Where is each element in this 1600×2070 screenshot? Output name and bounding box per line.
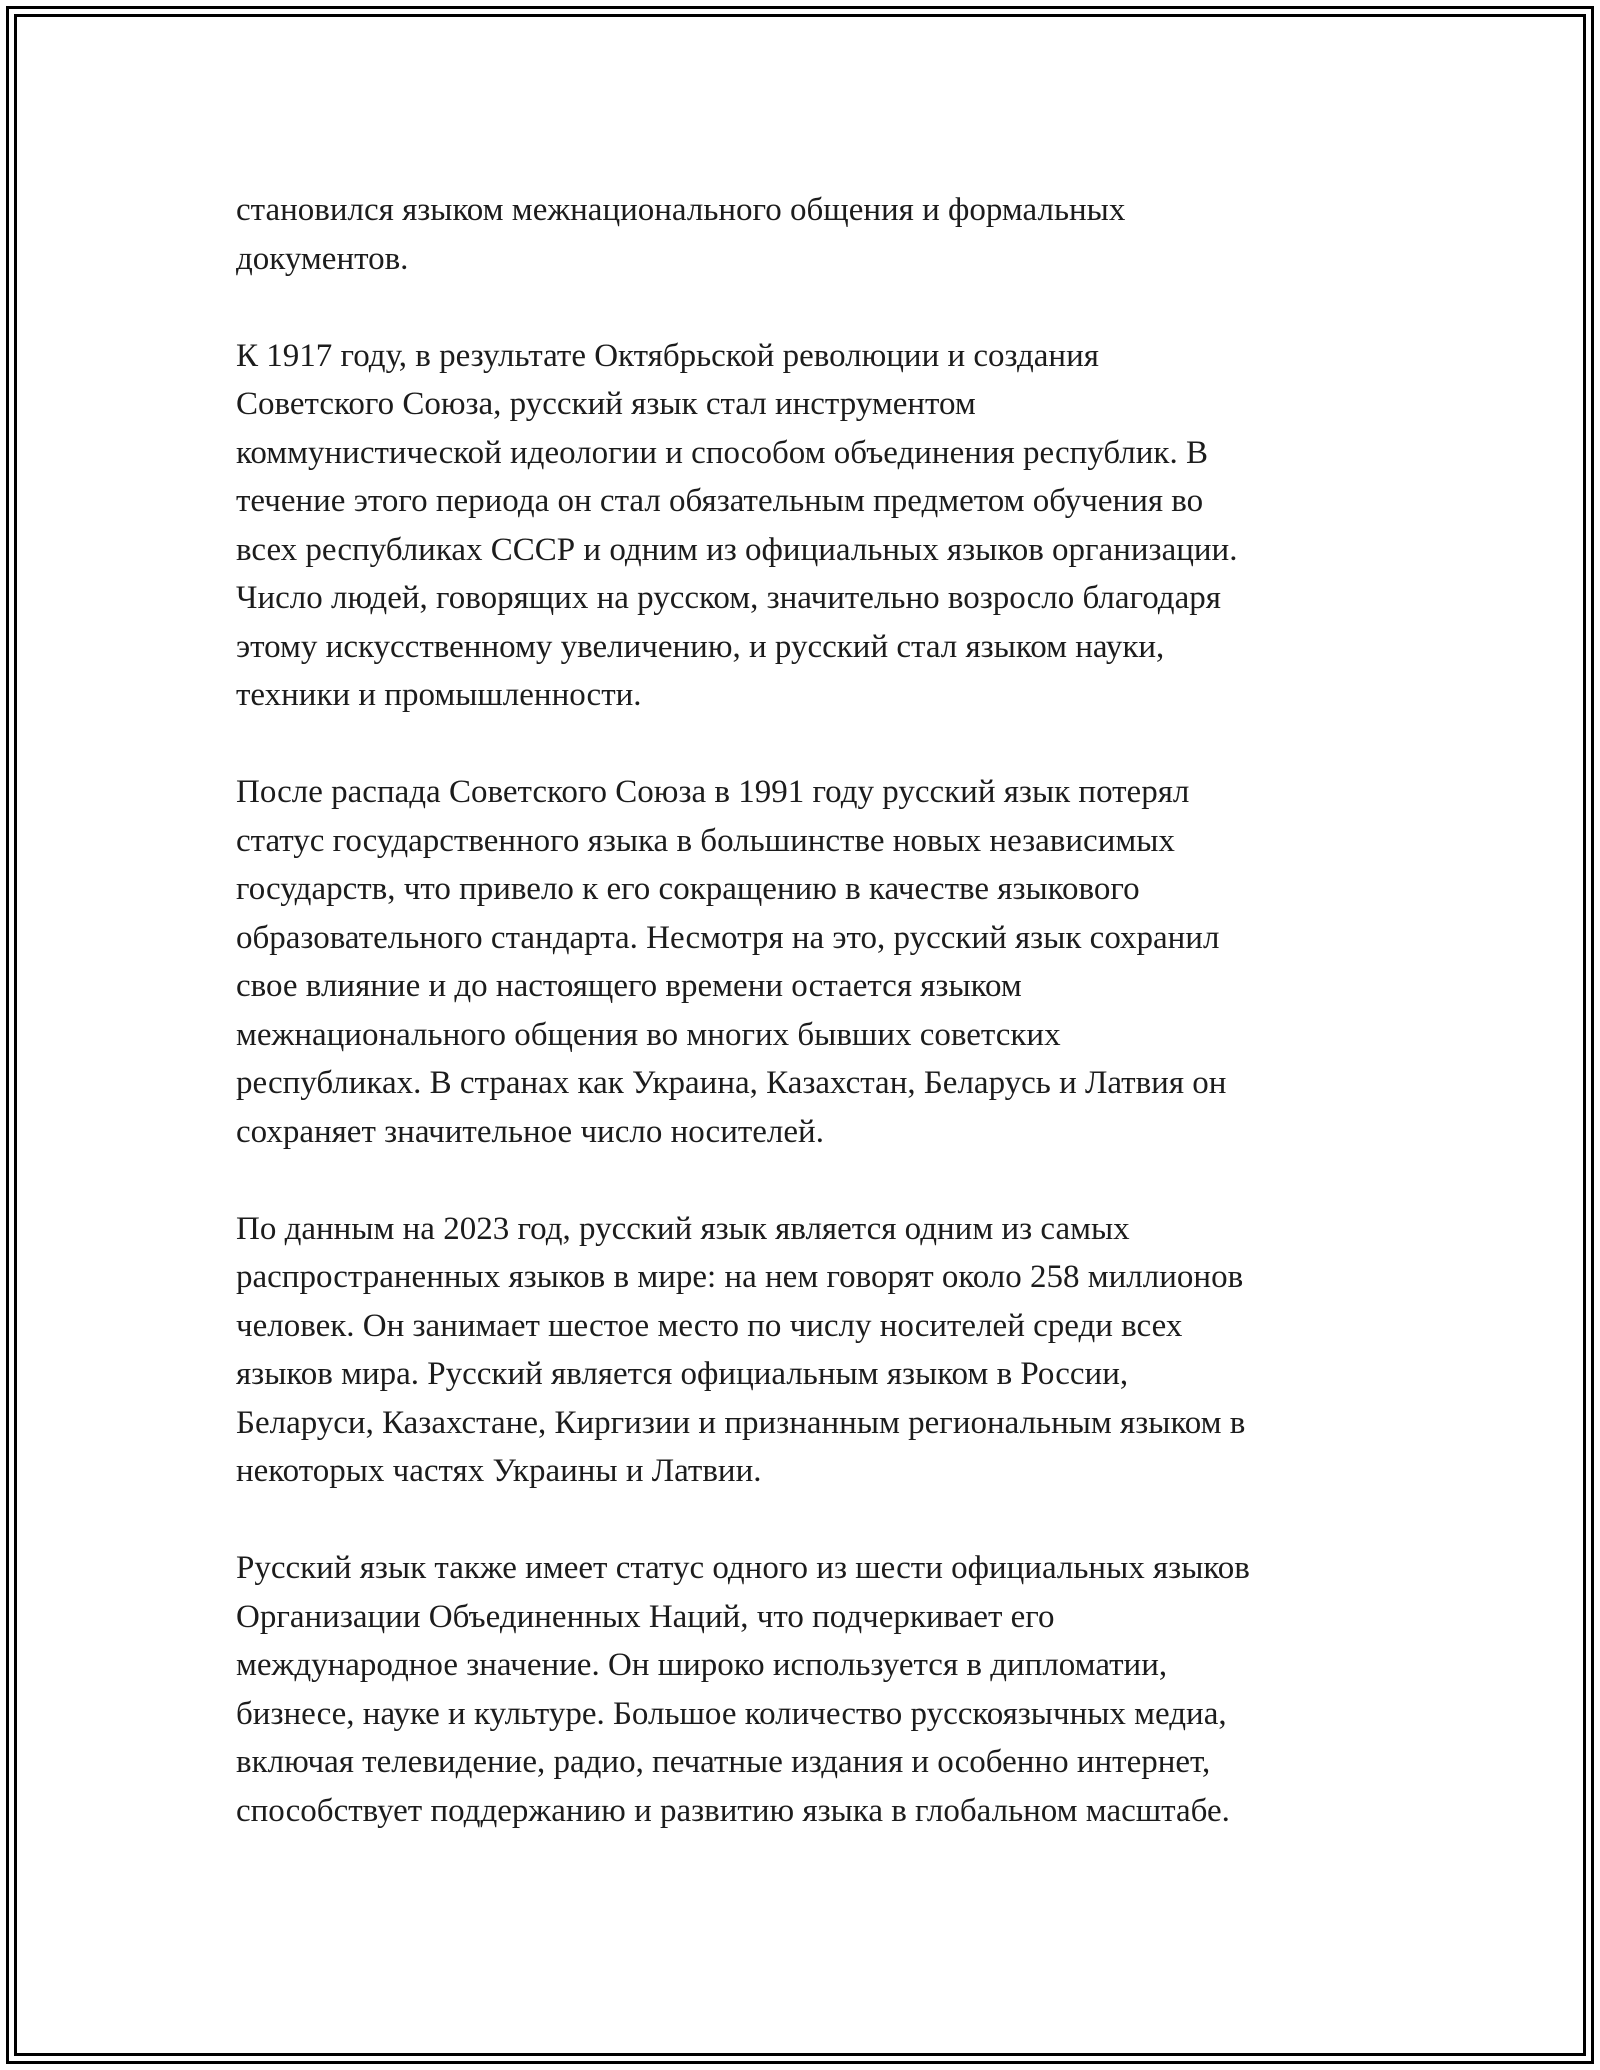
text-line: способствует поддержанию и развитию языка в глобальном масштабе.	[236, 1792, 1230, 1829]
text-line: Организации Объединенных Наций, что подчеркивает его	[236, 1598, 1055, 1635]
text-line: человек. Он занимает шестое место по числу носителей среди всех	[236, 1307, 1183, 1344]
text-line: Советского Союза, русский язык стал инструментом	[236, 386, 976, 422]
text-line: государств, что привело к его сокращению в качестве языкового	[236, 871, 1140, 907]
paragraph-2	[236, 332, 1386, 720]
text-line: документов.	[236, 240, 409, 277]
text-line: межнационального общения во многих бывших советских	[236, 1016, 1061, 1053]
paragraph-4	[236, 1205, 1386, 1496]
text-line: К 1917 году, в результате Октябрьской революции и создания	[236, 337, 1099, 374]
text-line: республиках. В странах как Украина, Казахстан, Беларусь и Латвия он	[236, 1065, 1227, 1101]
text-line: распространенных языков в мире: на нем говорят около 258 миллионов	[236, 1259, 1244, 1295]
text-line: бизнесе, науке и культуре. Большое количество русскоязычных медиа,	[236, 1695, 1227, 1732]
text-line: всех республиках СССР и одним из официальных языков организации.	[236, 531, 1238, 568]
text-line: техники и промышленности.	[236, 677, 642, 713]
paragraph-5	[236, 1544, 1386, 1835]
text-line: этому искусственному увеличению, и русский стал языком науки,	[236, 628, 1165, 665]
text-line: становился языком межнационального общения и формальных	[236, 192, 1126, 228]
text-line: Беларуси, Казахстане, Киргизии и признанным региональным языком в	[236, 1404, 1246, 1441]
text-line: языков мира. Русский является официальным языком в России,	[236, 1356, 1129, 1392]
text-line: После распада Советского Союза в 1991 году русский язык потерял	[236, 774, 1190, 810]
text-line: коммунистической идеологии и способом объединения республик. В	[236, 434, 1208, 471]
text-line: статус государственного языка в большинстве новых независимых	[236, 822, 1175, 859]
text-line: сохраняет значительное число носителей.	[236, 1113, 824, 1150]
text-line: некоторых частях Украины и Латвии.	[236, 1453, 762, 1489]
text-line: Число людей, говорящих на русском, значительно возросло благодаря	[236, 580, 1221, 616]
text-line: По данным на 2023 год, русский язык является одним из самых	[236, 1210, 1130, 1247]
paragraph-3	[236, 768, 1386, 1156]
text-line: течение этого периода он стал обязательным предметом обучения во	[236, 483, 1204, 519]
document-body	[236, 186, 1386, 1835]
paragraph-1	[236, 186, 1386, 283]
text-line: свое влияние и до настоящего времени остается языком	[236, 968, 1022, 1004]
text-line: международное значение. Он широко используется в дипломатии,	[236, 1647, 1168, 1683]
text-line: включая телевидение, радио, печатные издания и особенно интернет,	[236, 1744, 1211, 1780]
text-line: образовательного стандарта. Несмотря на это, русский язык сохранил	[236, 919, 1220, 956]
text-line: Русский язык также имеет статус одного из шести официальных языков	[236, 1550, 1250, 1586]
